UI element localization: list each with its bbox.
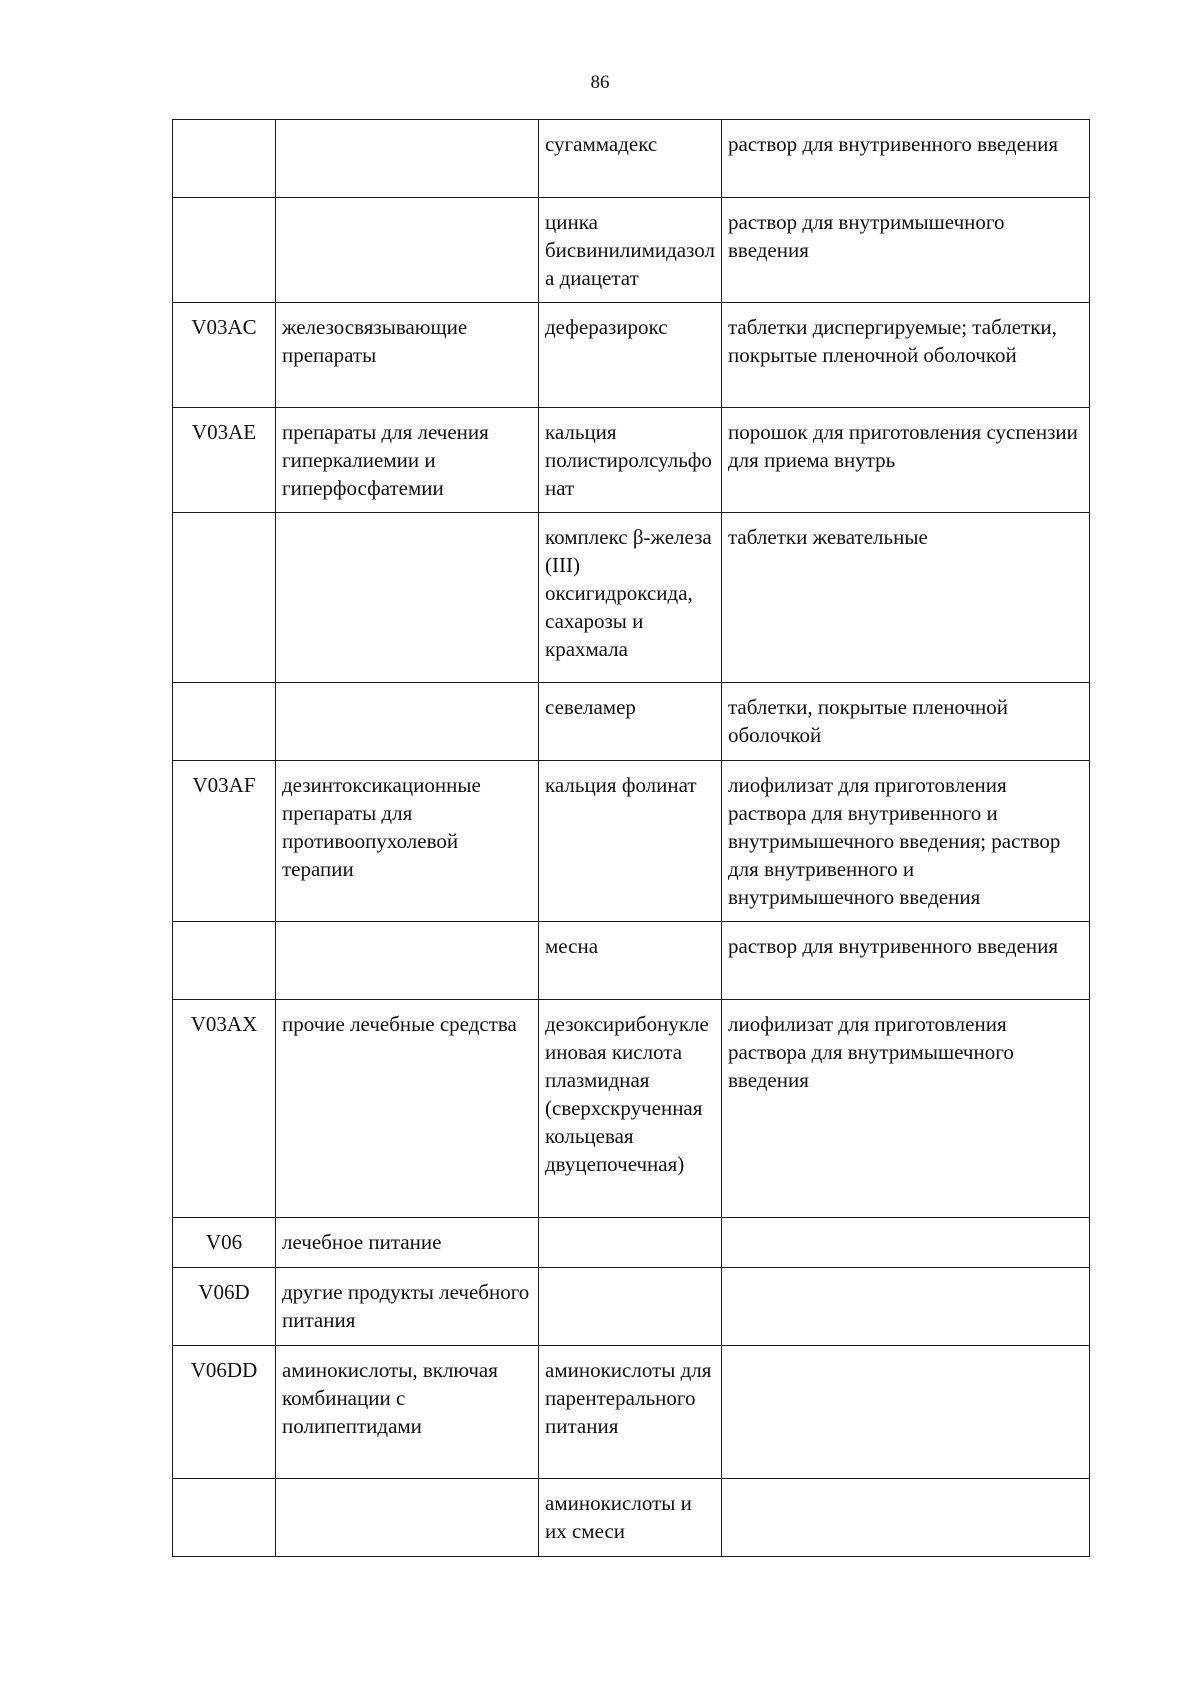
- table-body: [173, 120, 1090, 1557]
- atc-code-cell: [173, 513, 276, 683]
- table-row: [173, 120, 1090, 198]
- dosage-form-cell: [722, 1218, 1090, 1268]
- pharm-group-cell: [276, 198, 539, 303]
- atc-code-cell: [173, 1479, 276, 1557]
- table-row: [173, 683, 1090, 761]
- pharm-group-cell: [276, 120, 539, 198]
- substance-cell: аминокислоты и их смеси: [539, 1479, 722, 1557]
- page-number: 86: [590, 72, 610, 93]
- substance-cell: [539, 1218, 722, 1268]
- substance-cell: севеламер: [539, 683, 722, 761]
- dosage-form-cell: [722, 1346, 1090, 1479]
- substance-cell: комплекс β-железа (III) оксигидроксида, сахарозы и крахмала: [539, 513, 722, 683]
- substance-cell: кальция фолинат: [539, 761, 722, 922]
- atc-code-cell: V06D: [173, 1268, 276, 1346]
- pharm-group-cell: аминокислоты, включая комбинации с полипептидами: [276, 1346, 539, 1479]
- substance-cell: цинка бисвинилимидазола диацетат: [539, 198, 722, 303]
- dosage-form-cell: порошок для приготовления суспензии для приема внутрь: [722, 408, 1090, 513]
- substance-cell: дезоксирибонуклеиновая кислота плазмидная (сверхскрученная кольцевая двуцепочечная): [539, 1000, 722, 1218]
- table-row: [173, 1479, 1090, 1557]
- atc-code-cell: [173, 198, 276, 303]
- table-row: [173, 408, 1090, 513]
- atc-code-cell: V03AC: [173, 303, 276, 408]
- table-row: [173, 198, 1090, 303]
- atc-code-cell: [173, 922, 276, 1000]
- pharm-group-cell: железосвязывающие препараты: [276, 303, 539, 408]
- dosage-form-cell: раствор для внутримышечного введения: [722, 198, 1090, 303]
- atc-code-cell: V03AE: [173, 408, 276, 513]
- pharm-group-cell: прочие лечебные средства: [276, 1000, 539, 1218]
- drug-table: [172, 119, 1090, 1557]
- substance-cell: сугаммадекс: [539, 120, 722, 198]
- pharm-group-cell: дезинтоксикационные препараты для противоопухолевой терапии: [276, 761, 539, 922]
- atc-code-cell: V03AF: [173, 761, 276, 922]
- table-row: [173, 1268, 1090, 1346]
- dosage-form-cell: [722, 1479, 1090, 1557]
- atc-code-cell: V06: [173, 1218, 276, 1268]
- atc-code-cell: [173, 683, 276, 761]
- dosage-form-cell: таблетки диспергируемые; таблетки, покрытые пленочной оболочкой: [722, 303, 1090, 408]
- dosage-form-cell: лиофилизат для приготовления раствора для внутримышечного введения: [722, 1000, 1090, 1218]
- substance-cell: [539, 1268, 722, 1346]
- table-row: [173, 1218, 1090, 1268]
- pharm-group-cell: лечебное питание: [276, 1218, 539, 1268]
- dosage-form-cell: [722, 1268, 1090, 1346]
- table-row: [173, 1346, 1090, 1479]
- table-row: [173, 1000, 1090, 1218]
- pharm-group-cell: препараты для лечения гиперкалиемии и гиперфосфатемии: [276, 408, 539, 513]
- atc-code-cell: V03AX: [173, 1000, 276, 1218]
- dosage-form-cell: раствор для внутривенного введения: [722, 922, 1090, 1000]
- substance-cell: деферазирокс: [539, 303, 722, 408]
- dosage-form-cell: таблетки, покрытые пленочной оболочкой: [722, 683, 1090, 761]
- dosage-form-cell: таблетки жевательные: [722, 513, 1090, 683]
- pharm-group-cell: [276, 683, 539, 761]
- dosage-form-cell: раствор для внутривенного введения: [722, 120, 1090, 198]
- substance-cell: аминокислоты для парентерального питания: [539, 1346, 722, 1479]
- substance-cell: месна: [539, 922, 722, 1000]
- atc-code-cell: V06DD: [173, 1346, 276, 1479]
- dosage-form-cell: лиофилизат для приготовления раствора для внутривенного и внутримышечного введения; раствор для внутривенного и внутримышечного введения: [722, 761, 1090, 922]
- table-row: [173, 761, 1090, 922]
- substance-cell: кальция полистиролсульфонат: [539, 408, 722, 513]
- atc-code-cell: [173, 120, 276, 198]
- table-row: [173, 303, 1090, 408]
- pharm-group-cell: [276, 922, 539, 1000]
- table-row: [173, 922, 1090, 1000]
- pharm-group-cell: [276, 1479, 539, 1557]
- pharm-group-cell: другие продукты лечебного питания: [276, 1268, 539, 1346]
- pharm-group-cell: [276, 513, 539, 683]
- table-row: [173, 513, 1090, 683]
